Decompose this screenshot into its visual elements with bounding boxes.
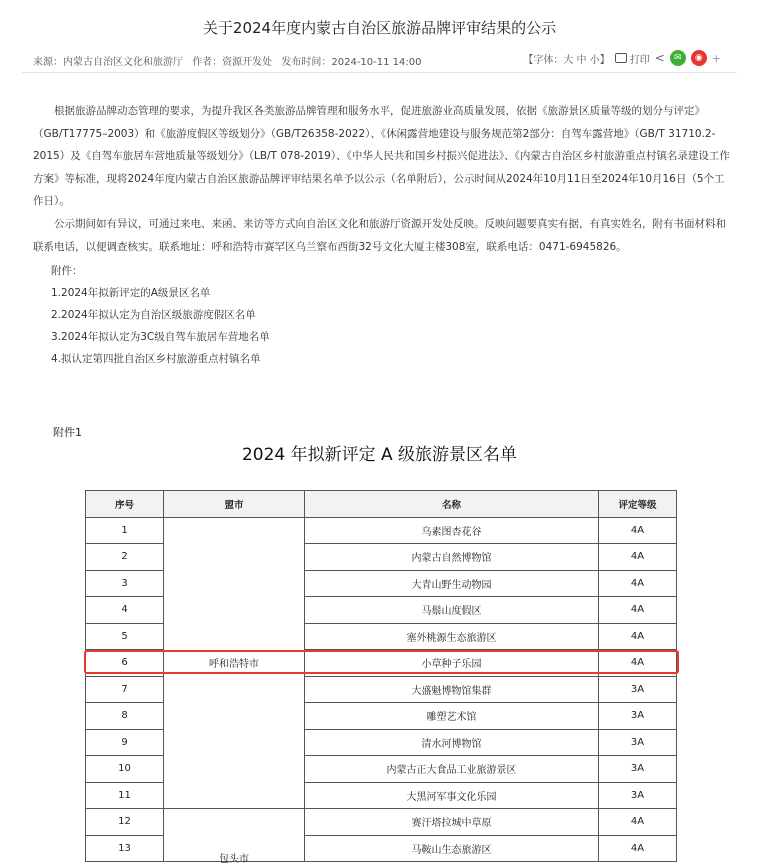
- row-level: 4A: [599, 835, 677, 862]
- row-no: 12: [86, 809, 164, 836]
- row-no: 3: [86, 570, 164, 597]
- paragraph-2: 公示期间如有异议，可通过来电、来函、来访等方式向自治区文化和旅游厅资源开发处反映。反映问题要真实有据，有真实姓名，附有书面材料和联系电话，以便调查核实。联系地址：呼和浩特市赛罕区乌兰察布西街32号文化大厦主楼308室，联系电话：0471-6945826。: [33, 218, 726, 253]
- row-level: 4A: [599, 544, 677, 571]
- header-name: 名称: [305, 491, 599, 518]
- row-level: 4A: [599, 650, 677, 677]
- row-no: 6: [86, 650, 164, 677]
- weibo-icon[interactable]: ◉: [691, 50, 707, 66]
- attachment-item: 4.拟认定第四批自治区乡村旅游重点村镇名单: [51, 353, 261, 365]
- row-level: 4A: [599, 597, 677, 624]
- city-cell: 呼和浩特市: [164, 517, 305, 809]
- list-title: 2024 年拟新评定 A 级旅游景区名单: [241, 445, 518, 465]
- row-level: 4A: [599, 623, 677, 650]
- row-level: 3A: [599, 703, 677, 730]
- row-name: 大青山野生动物园: [305, 570, 599, 597]
- attachment1-label: 附件1: [53, 426, 82, 439]
- row-name: 塞外桃源生态旅游区: [305, 623, 599, 650]
- printer-icon: [615, 53, 627, 63]
- publish-date: 发布时间：2024-10-11 14:00: [281, 57, 422, 68]
- share-icon[interactable]: <: [654, 51, 665, 65]
- row-name: 赛汗塔拉城中草原: [305, 809, 599, 836]
- row-level: 3A: [599, 729, 677, 756]
- font-small-button[interactable]: 小: [589, 54, 600, 66]
- city-cell-baotou: 包头市: [219, 854, 249, 865]
- row-name: 清水河博物馆: [305, 729, 599, 756]
- row-name: 内蒙古自然博物馆: [305, 544, 599, 571]
- row-name: 小草种子乐园: [305, 650, 599, 677]
- row-no: 13: [86, 835, 164, 862]
- attachment-item: 2.2024年拟认定为自治区级旅游度假区名单: [51, 309, 256, 321]
- row-name: 大盛魁博物馆集群: [305, 676, 599, 703]
- page-title: 关于2024年度内蒙古自治区旅游品牌评审结果的公示: [202, 19, 557, 37]
- font-medium-button[interactable]: 中: [576, 54, 587, 66]
- highlight-box: [84, 650, 679, 674]
- author-label: 作者：资源开发处: [192, 57, 273, 68]
- row-no: 1: [86, 517, 164, 544]
- header-city: 盟市: [164, 491, 305, 518]
- row-level: 4A: [599, 517, 677, 544]
- row-name: 马鬃山度假区: [305, 597, 599, 624]
- row-no: 2: [86, 544, 164, 571]
- header-divider: [22, 72, 737, 73]
- row-no: 11: [86, 782, 164, 809]
- table-header-row: [86, 491, 677, 518]
- row-no: 10: [86, 756, 164, 783]
- row-name: 乌素图杏花谷: [305, 517, 599, 544]
- font-large-button[interactable]: 大: [563, 54, 574, 66]
- paragraph-1: 根据旅游品牌动态管理的要求，为提升我区各类旅游品牌管理和服务水平，促进旅游业高质量发展，依据《旅游景区质量等级的划分与评定》（GB/T17775–2003）和《旅游度假区等级划分》（GB/T26358-2022）、《休闲露营地建设与服务规范第2部分：自驾车露营地》（GB/T 31710.2-2015）及《自驾车旅居车营地质量等级划分》（LB/T 078-2019）、《中华人民共和国乡村振兴促进法》、《内蒙古自治区乡村旅游重点村镇名录建设工作方案》等标准，现将2024年度内蒙古自治区旅游品牌评审结果名单予以公示（名单附后），公示时间从2024年10月11日至2024年10月16日（5个工作日）。: [33, 105, 730, 207]
- row-name: 雕塑艺术馆: [305, 703, 599, 730]
- attachment-item: 1.2024年拟新评定的A级景区名单: [51, 287, 211, 299]
- print-button[interactable]: 打印: [615, 51, 650, 66]
- more-share-icon[interactable]: +: [711, 51, 721, 65]
- row-name: 内蒙古正大食品工业旅游景区: [305, 756, 599, 783]
- row-no: 9: [86, 729, 164, 756]
- row-name: 大黑河军事文化乐园: [305, 782, 599, 809]
- row-level: 3A: [599, 676, 677, 703]
- row-no: 5: [86, 623, 164, 650]
- table-row: [86, 517, 677, 544]
- row-level: 3A: [599, 782, 677, 809]
- font-size-control: 【字体：大 中 小】: [523, 54, 610, 66]
- attachment-item: 3.2024年拟认定为3C级自驾车旅居车营地名单: [51, 331, 270, 343]
- row-level: 3A: [599, 756, 677, 783]
- wechat-icon[interactable]: ✉: [670, 50, 686, 66]
- row-level: 4A: [599, 809, 677, 836]
- row-no: 7: [86, 676, 164, 703]
- table-row: [86, 809, 677, 836]
- row-level: 4A: [599, 570, 677, 597]
- attachments-label: 附件：: [51, 265, 83, 277]
- source-label: 来源：内蒙古自治区文化和旅游厅: [33, 57, 183, 68]
- header-level: 评定等级: [599, 491, 677, 518]
- scenic-list-table: [85, 490, 677, 862]
- row-name: 马鞍山生态旅游区: [305, 835, 599, 862]
- row-no: 4: [86, 597, 164, 624]
- article-meta: [33, 53, 428, 68]
- row-no: 8: [86, 703, 164, 730]
- article-toolbar: [523, 50, 721, 66]
- header-no: 序号: [86, 491, 164, 518]
